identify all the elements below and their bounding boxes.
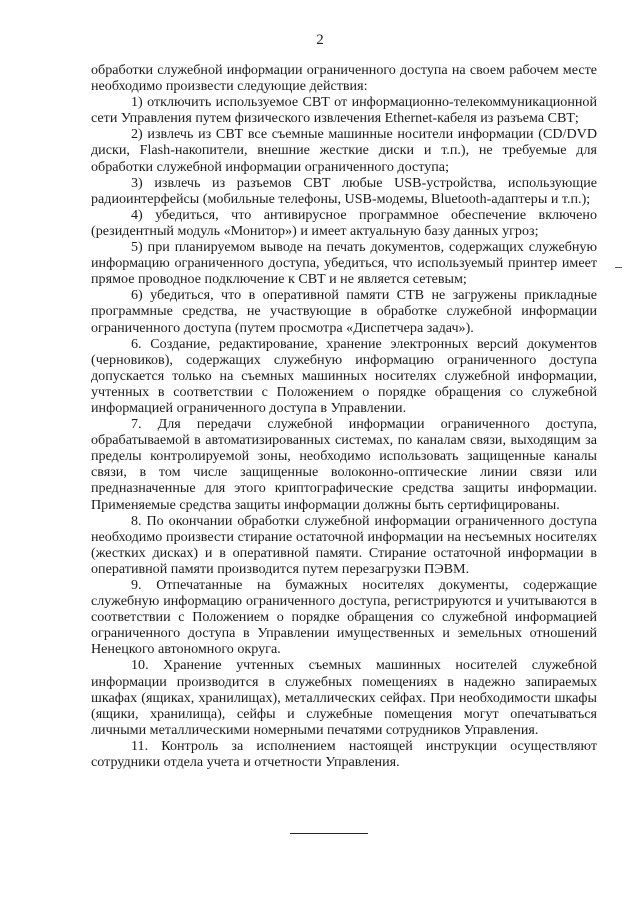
clause-7: 7. Для передачи служебной информации ограниченного доступа, обрабатываемой в автоматизированных системах, по каналам связи, выходящим за пределы контролируемой зоны, необходимо использовать защищенные каналы связи, в том числе защищенные волоконно-оптические линии связи или предназначенные для этого криптографические средства защиты информации. Применяемые средства защиты информации должны быть сертифицированы. [91, 416, 597, 513]
closing-rule [290, 833, 368, 834]
document-body [91, 62, 597, 770]
scan-mark [615, 267, 622, 268]
list-item-3: 3) извлечь из разъемов СВТ любые USB-устройства, использующие радиоинтерфейсы (мобильные телефоны, USB-модемы, Bluetooth-адаптеры и т.п.); [91, 174, 597, 207]
clause-11: 11. Контроль за исполнением настоящей инструкции осуществляют сотрудники отдела учета и отчетности Управления. [91, 737, 597, 771]
page-number: 2 [316, 32, 324, 48]
list-item-5: 5) при планируемом выводе на печать документов, содержащих служебную информацию ограниченного доступа, убедиться, что используемый принтер имеет прямое проводное подключение к СВТ и не является сетевым; [91, 239, 597, 288]
clause-10: 10. Хранение учтенных съемных машинных носителей служебной информации производится в служебных помещениях в надежно запираемых шкафах (ящиках, хранилищах), металлических сейфах. При необходимости шкафы (ящики, хранилища), сейфы и служебные помещения могут опечатываться личными металлическими номерными печатями сотрудников Управления. [91, 657, 597, 738]
clause-6: 6. Создание, редактирование, хранение электронных версий документов (черновиков), содержащих служебную информацию ограниченного доступа допускается только на съемных машинных носителях служебной информации, учтенных в соответствии с Положением о порядке обращения со служебной информацией ограниченного доступа в Управлении. [91, 335, 597, 416]
list-item-1: 1) отключить используемое СВТ от информационно-телекоммуникационной сети Управления путем физического извлечения Ethernet-кабеля из разъема СВТ; [91, 94, 597, 127]
list-item-2: 2) извлечь из СВТ все съемные машинные носители информации (CD/DVD диски, Flash-накопители, внешние жесткие диски и т.п.), не требуемые для обработки служебной информации ограниченного доступа; [91, 126, 597, 175]
clause-8: 8. По окончании обработки служебной информации ограниченного доступа необходимо произвести стирание остаточной информации на несъемных носителях (жестких дисках) и в оперативной памяти. Стирание остаточной информации в оперативной памяти производится путем перезагрузки ПЭВМ. [91, 512, 597, 577]
paragraph-intro: обработки служебной информации ограниченного доступа на своем рабочем месте необходимо произвести следующие действия: [91, 62, 597, 95]
list-item-4: 4) убедиться, что антивирусное программное обеспечение включено (резидентный модуль «Монитор») и имеет актуальную базу данных угроз; [91, 206, 597, 239]
clause-9: 9. Отпечатанные на бумажных носителях документы, содержащие служебную информацию ограниченного доступа, регистрируются и учитываются в соответствии с Положением о порядке обращения со служебной информацией ограниченного доступа в Управлении имущественных и земельных отношений Ненецкого автономного округа. [91, 577, 597, 658]
list-item-6: 6) убедиться, что в оперативной памяти СТВ не загружены прикладные программные средства, не участвующие в обработке служебной информации ограниченного доступа (путем просмотра «Диспетчера задач»). [91, 287, 597, 336]
